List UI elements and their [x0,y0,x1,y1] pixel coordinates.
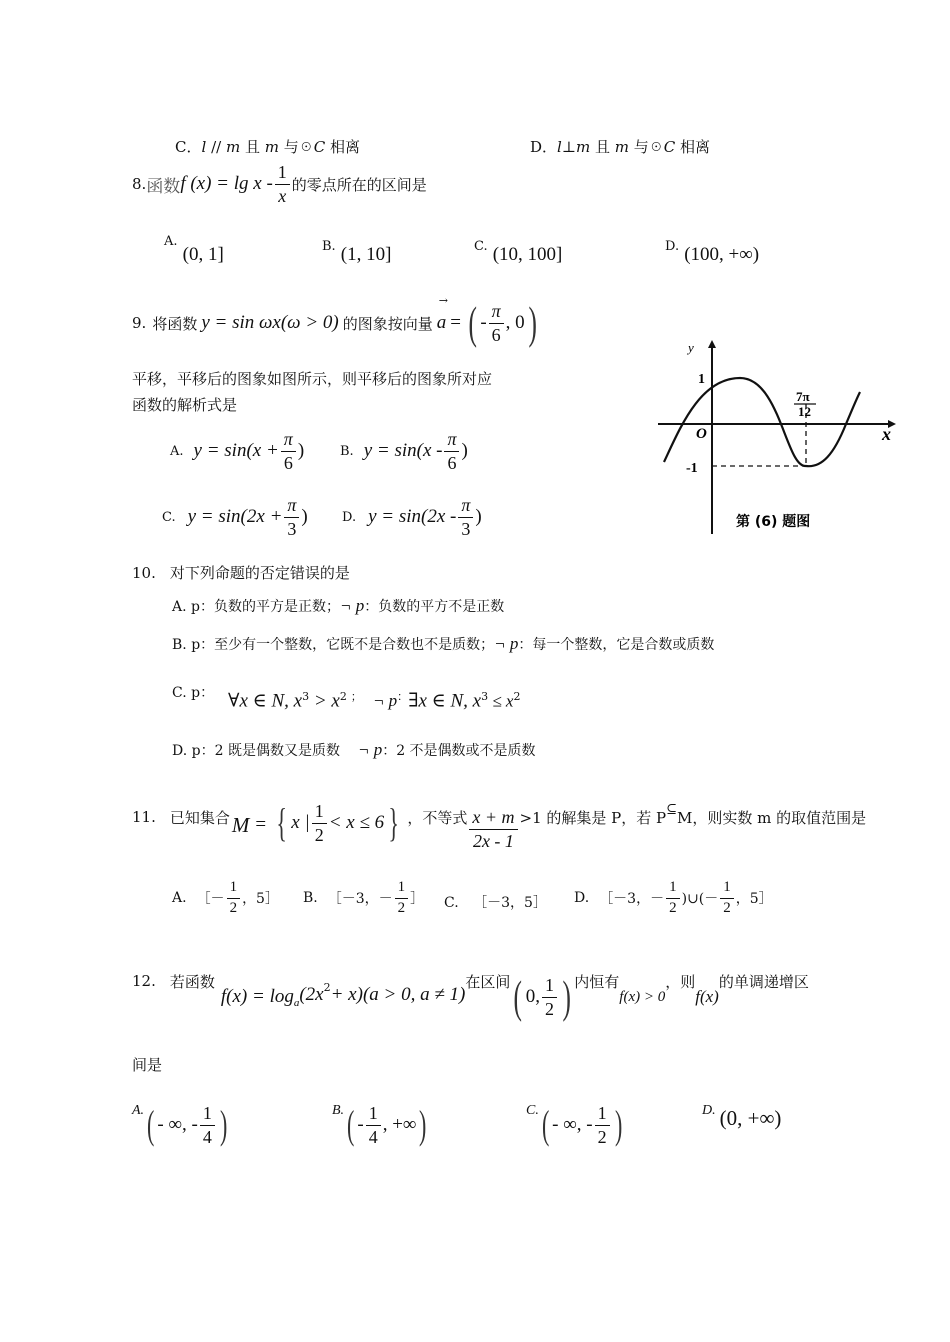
q9-sine-graph [656,338,896,538]
q9-line2: 平移，平移后的图象如图所示，则平移后的图象所对应 [132,370,493,388]
q12-option-b: B. ( - $\frac{1}{4}$ , +∞ ) [332,1102,427,1148]
q10-option-c-expr: ∀x ∈ N, $x^3 > x^2$ ； ¬ p：∃x ∈ N, $x^3 \le x^2$ [228,690,521,712]
q9-option-d: D. y = sin(2x - $\frac{\pi}{3}$ ) [342,495,482,539]
q10-stem: 10. 对下列命题的否定错误的是 [132,564,350,582]
graph-neg-one-label: -1 [686,461,698,476]
q11-option-d: D. ［－3，－ $\frac{1}{2}$ )∪(－ $\frac{1}{2}$ ，5］ [574,879,773,916]
q8-stem: 8. 函数 f (x) = lg x - $\frac{1}{x}$ 的零点所在的区间是 [132,162,427,206]
q10-option-d: D. p：2 既是偶数又是质数 ¬ p：2 不是偶数或不是质数 [172,740,536,759]
q11-stem: 11. 已知集合 M = { x | $\frac{1}{2}$ < x ≤ 6 } ，不等式 $\frac{x + m}{2x - 1}$ >1 的解集是 P，若 P ⊆ M，则实数 m 的取值范围是 [132,800,867,851]
q8-option-d: D. (100, +∞) [665,239,760,265]
graph-y-label: y [688,340,694,355]
q10-option-c: C. p： [172,685,215,701]
q8-option-b: B. (1, 10] [322,239,392,265]
q11-option-c: C. ［－3，5］ [444,895,547,911]
q9-option-c: C. y = sin(2x + $\frac{\pi}{3}$ ) [162,495,308,539]
q12-stem: 12. 若函数 f(x) = log a (2x $^2$ + x)(a > 0, a ≠ 1) 在区间 ( 0, $\frac{1}{2}$ ) 内恒有 f(x) > 0 ，则 f(x) 的单调递增区 [132,971,809,1022]
graph-tick-den: 12 [798,404,811,419]
graph-one-label: 1 [698,372,705,387]
q11-option-a: A. ［－ $\frac{1}{2}$ ，5］ [172,879,279,916]
q12-line2: 间是 [132,1056,163,1074]
q9-option-a: A. y = sin(x + $\frac{\pi}{6}$ ) [170,429,305,473]
subset-symbol: ⊆ [666,801,678,817]
q9-function: y = sin ωx(ω > 0) [201,312,339,333]
y-axis-arrow-icon [708,340,716,348]
sine-curve [664,378,860,466]
q9-line3: 函数的解析式是 [132,396,238,414]
graph-caption: 第 (6) 题图 [736,514,811,530]
graph-tick-num: 7π [796,389,810,404]
q7-option-c: C．l // m 且 m 与☉C 相离 [175,138,361,156]
q11-option-b: B. ［－3，－ $\frac{1}{2}$ ］ [303,879,425,916]
q10-option-a: A. p：负数的平方是正数；¬ p：负数的平方不是正数 [172,596,505,615]
q8-number: 8. [132,175,147,194]
graph-origin-label: O [696,426,707,442]
q8-fraction: $\frac{1}{x}$ [275,163,290,206]
q12-option-d: D. (0, +∞) [702,1102,782,1130]
q9-vector: → a [436,294,448,333]
graph-x-label: x [882,424,891,444]
q8-option-a: $^{A.}$ (0, 1] [164,234,224,265]
q12-option-c: C. ( - ∞, - $\frac{1}{2}$ ) [526,1102,622,1148]
vector-arrow-icon: → [438,294,448,307]
q8-option-c: C. (10, 100] [474,239,563,265]
q8-function: f (x) = lg x - [180,173,273,195]
q12-option-a: A. ( - ∞, - $\frac{1}{4}$ ) [132,1102,228,1148]
q9-stem: 9. 将函数 y = sin ωx(ω > 0) 的图象按向量 → a = ( - $\frac{\pi}{6}$ , 0 ) [132,294,537,348]
q10-option-b: B. p：至少有一个整数，它既不是合数也不是质数；¬ p：每一个整数，它是合数或质数 [172,634,715,653]
q7-option-d: D．l⊥m 且 m 与☉C 相离 [530,138,711,156]
q9-option-b: B. y = sin(x - $\frac{\pi}{6}$ ) [340,429,468,473]
